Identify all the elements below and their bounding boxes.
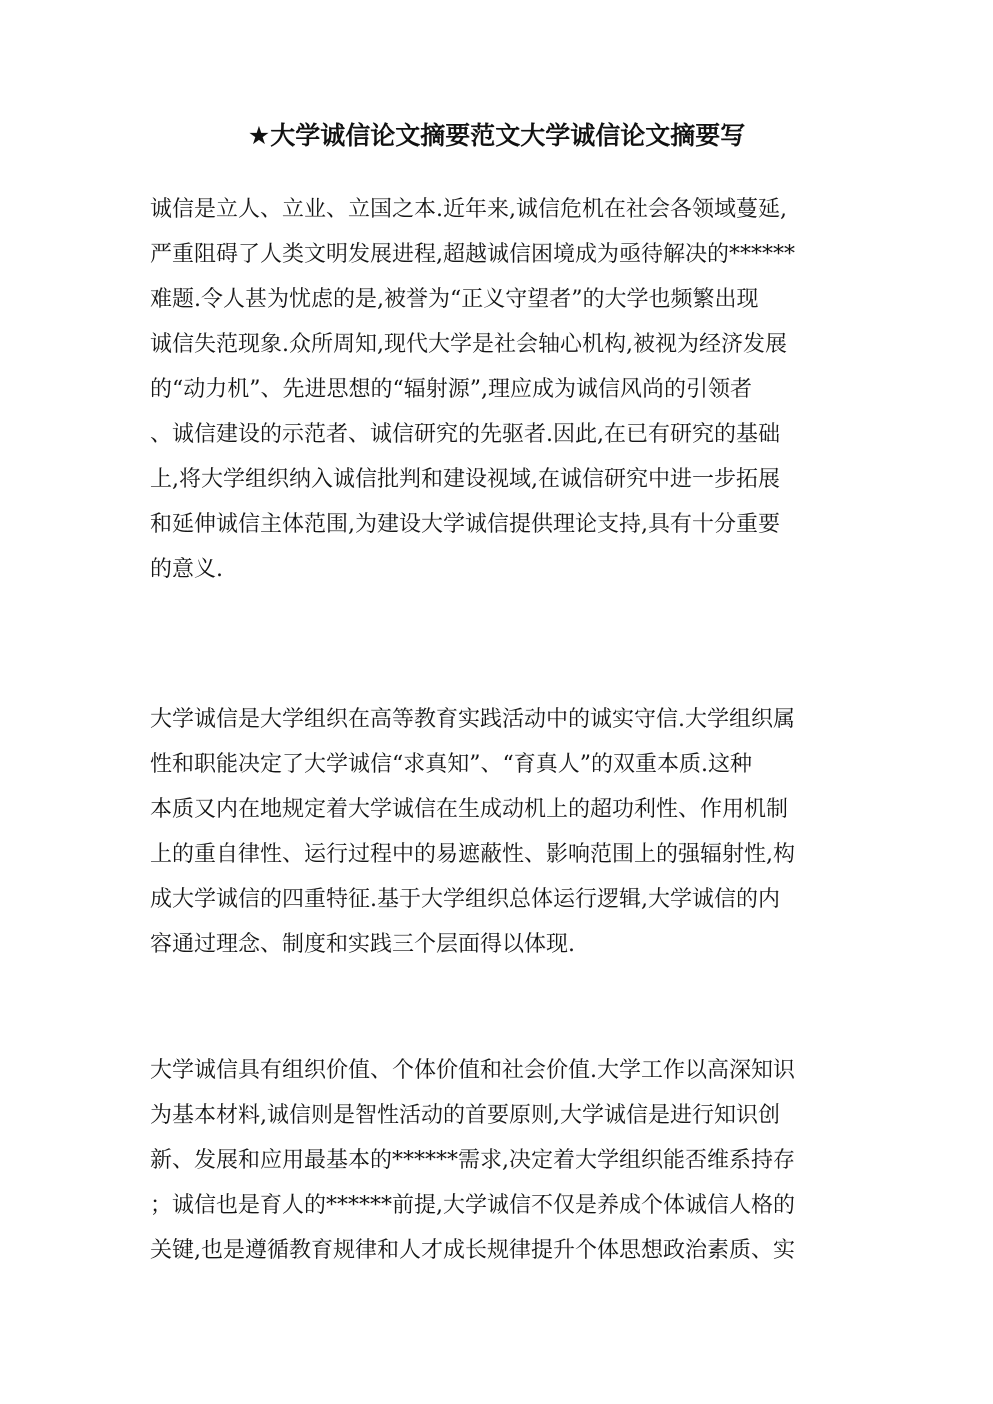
text-line: 大学诚信是大学组织在高等教育实践活动中的诚实守信.大学组织属 [150, 707, 795, 732]
text-line: 、诚信建设的示范者、诚信研究的先驱者.因此,在已有研究的基础 [150, 422, 780, 447]
text-line: 上的重自律性、运行过程中的易遮蔽性、影响范围上的强辐射性,构 [150, 842, 795, 867]
text-line: 严重阻碍了人类文明发展进程,超越诚信困境成为亟待解决的****** [150, 242, 795, 267]
text-line: 难题.令人甚为忧虑的是,被誉为“正义守望者”的大学也频繁出现 [150, 287, 759, 312]
text-line: ；诚信也是育人的******前提,大学诚信不仅是养成个体诚信人格的 [150, 1193, 795, 1218]
document-title: ★大学诚信论文摘要范文大学诚信论文摘要写 [247, 121, 746, 150]
text-line: 诚信失范现象.众所周知,现代大学是社会轴心机构,被视为经济发展 [150, 332, 787, 357]
text-line: 的意义. [150, 557, 223, 582]
paragraph-1 [150, 187, 850, 592]
text-line: 诚信是立人、立业、立国之本.近年来,诚信危机在社会各领域蔓延, [150, 197, 787, 222]
text-line: 容通过理念、制度和实践三个层面得以体现. [150, 932, 575, 957]
text-line: 为基本材料,诚信则是智性活动的首要原则,大学诚信是进行知识创 [150, 1103, 780, 1128]
text-line: 成大学诚信的四重特征.基于大学组织总体运行逻辑,大学诚信的内 [150, 887, 780, 912]
paragraph-2 [150, 697, 850, 967]
text-line: 上,将大学组织纳入诚信批判和建设视域,在诚信研究中进一步拓展 [150, 467, 780, 492]
text-line: 性和职能决定了大学诚信“求真知”、“育真人”的双重本质.这种 [150, 752, 752, 777]
text-line: 大学诚信具有组织价值、个体价值和社会价值.大学工作以高深知识 [150, 1058, 795, 1083]
text-line: 和延伸诚信主体范围,为建设大学诚信提供理论支持,具有十分重要 [150, 512, 780, 537]
text-line: 关键,也是遵循教育规律和人才成长规律提升个体思想政治素质、实 [150, 1238, 795, 1263]
paragraph-3 [150, 1048, 850, 1273]
text-line: 的“动力机”、先进思想的“辐射源”,理应成为诚信风尚的引领者 [150, 377, 752, 402]
text-line: 本质又内在地规定着大学诚信在生成动机上的超功利性、作用机制 [150, 797, 789, 822]
text-line: 新、发展和应用最基本的******需求,决定着大学组织能否维系持存 [150, 1148, 795, 1173]
